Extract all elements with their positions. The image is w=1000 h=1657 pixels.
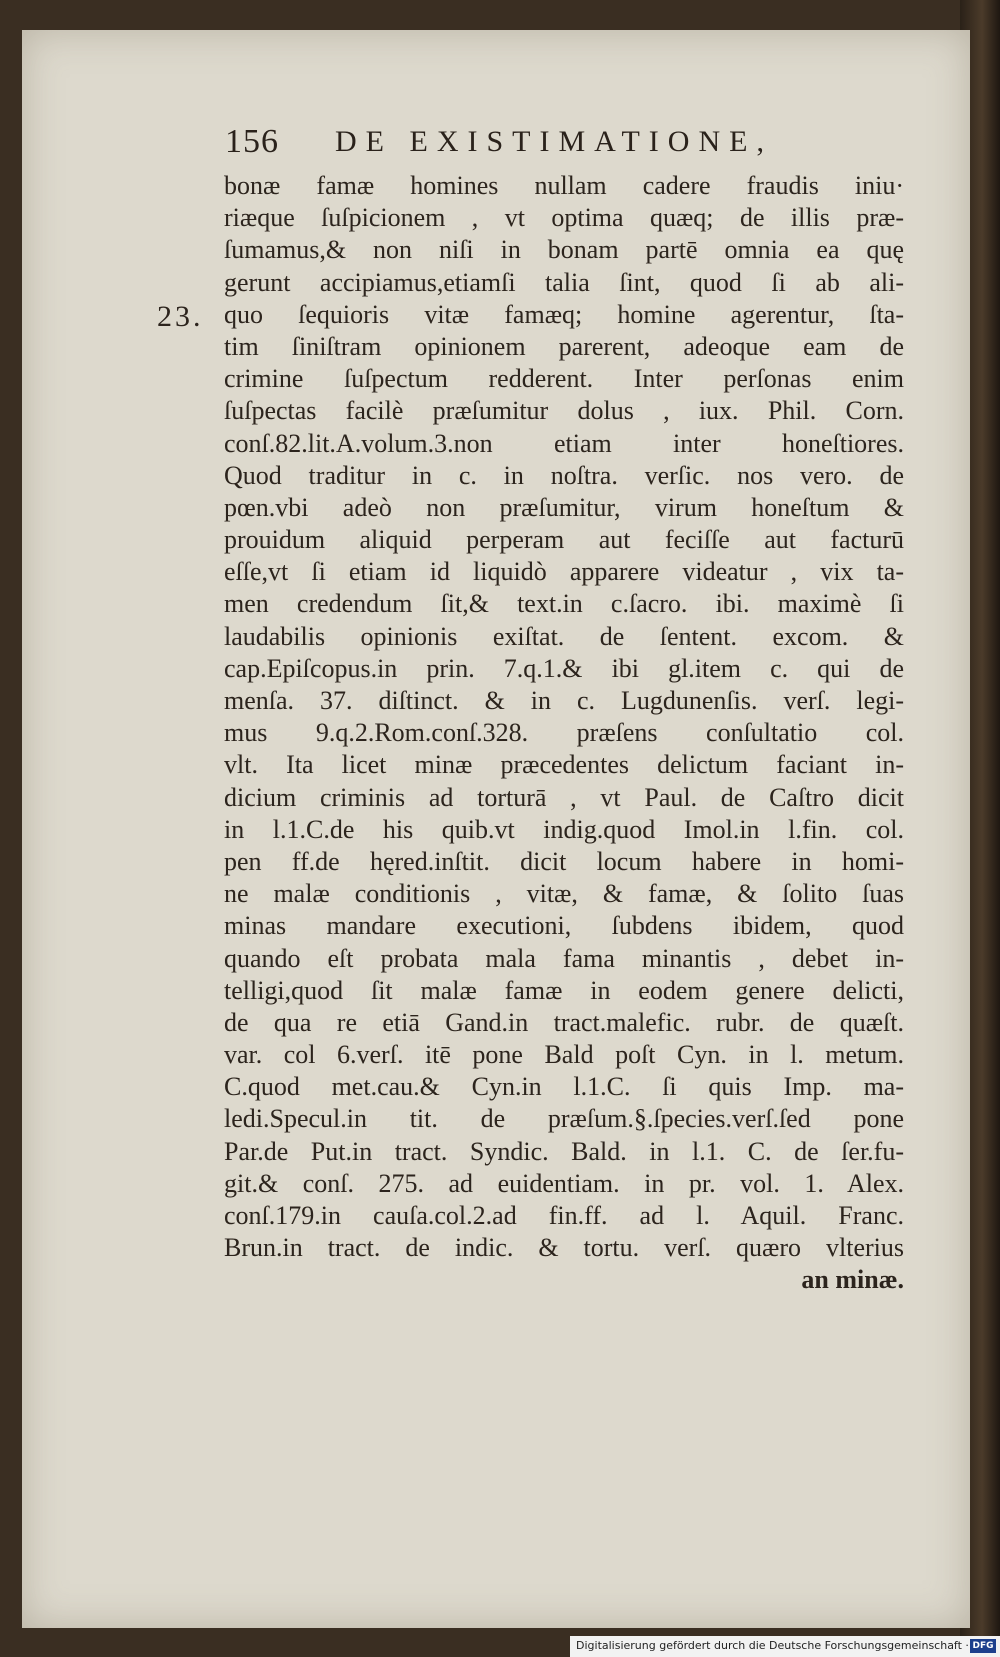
text-line: in l.1.C.de his quib.vt indig.quod Imol.in l.fin. col. — [224, 814, 904, 844]
text-line: vlt. Ita licet minæ præcedentes delictum faciant in- — [224, 750, 904, 780]
page-number: 156 — [225, 123, 279, 160]
body-text — [224, 170, 904, 1297]
text-line: ne malæ conditionis , vitæ, & famæ, & ſolito ſuas — [224, 879, 904, 909]
text-line: menſa. 37. diſtinct. & in c. Lugdunenſis. verſ. legi- — [224, 686, 904, 715]
text-line: Quod traditur in c. in noſtra. verſic. nos vero. de — [224, 460, 904, 490]
text-line: crimine ſuſpectum redderent. Inter perſonas enim — [224, 364, 904, 394]
footer-credit-text: Digitalisierung gefördert durch die Deutsche Forschungsgemeinschaft · — [576, 1639, 969, 1652]
text-line: minas mandare executioni, ſubdens ibidem, quod — [224, 911, 904, 941]
text-line: men credendum ſit,& text.in c.ſacro. ibi. maximè ſi — [224, 589, 904, 619]
text-line: Brun.in tract. de indic. & tortu. verſ. quæro vlterius — [224, 1233, 904, 1263]
text-line: laudabilis opinionis exiſtat. de ſentent. excom. & — [224, 621, 904, 651]
text-line: git.& conſ. 275. ad euidentiam. in pr. vol. 1. Alex. — [224, 1168, 904, 1198]
text-line: ledi.Specul.in tit. de præſum.§.ſpecies.verſ.ſed pone — [224, 1104, 904, 1134]
running-head — [225, 123, 795, 173]
text-line: eſſe,vt ſi etiam id liquidò apparere videatur , vix ta- — [224, 557, 904, 587]
text-line: var. col 6.verſ. itē pone Bald poſt Cyn. in l. metum. — [224, 1040, 904, 1070]
running-head-title: DE EXISTIMATIONE, — [335, 125, 773, 158]
text-line: quo ſequioris vitæ famæq; homine agerentur, ſta- — [224, 299, 904, 329]
page-text-block — [22, 30, 970, 1628]
catchword-line: an minæ. — [801, 1265, 904, 1295]
text-line: conſ.179.in cauſa.col.2.ad fin.ff. ad l. Aquil. Franc. — [224, 1201, 904, 1230]
text-line: conſ.82.lit.A.volum.3.non etiam inter honeſtiores. — [224, 428, 904, 458]
text-line: telligi,quod ſit malæ famæ in eodem genere delicti, — [224, 975, 904, 1005]
text-line: C.quod met.cau.& Cyn.in l.1.C. ſi quis Imp. ma- — [224, 1072, 904, 1102]
text-line: pœn.vbi adeò non præſumitur, virum honeſtum & — [224, 492, 904, 522]
book-page — [22, 30, 970, 1628]
text-line: gerunt accipiamus,etiamſi talia ſint, quod ſi ab ali- — [224, 267, 904, 297]
text-line: prouidum aliquid perperam aut feciſſe aut facturū — [224, 525, 904, 555]
text-line: pen ff.de hęred.inſtit. dicit locum habere in homi- — [224, 846, 904, 876]
text-line: riæque ſuſpicionem , vt optima quæq; de illis præ- — [224, 203, 904, 233]
margin-note-number: 23. — [157, 300, 204, 333]
text-line: tim ſiniſtram opinionem parerent, adeoque eam de — [224, 331, 904, 361]
text-line: ſuſpectas facilè præſumitur dolus , iux. Phil. Corn. — [224, 396, 904, 426]
text-line: quando eſt probata mala fama minantis , debet in- — [224, 943, 904, 973]
text-line: bonæ famæ homines nullam cadere fraudis iniu· — [224, 171, 904, 200]
text-line: dicium criminis ad torturā , vt Paul. de Caſtro dicit — [224, 782, 904, 812]
text-line: cap.Epiſcopus.in prin. 7.q.1.& ibi gl.item c. qui de — [224, 653, 904, 683]
text-line: ſumamus,& non niſi in bonam partē omnia ea quę — [224, 235, 904, 265]
dfg-logo-icon: DFG — [970, 1639, 996, 1653]
text-line: mus 9.q.2.Rom.conſ.328. præſens conſultatio col. — [224, 718, 904, 748]
digitization-footer — [570, 1636, 1000, 1657]
text-line: Par.de Put.in tract. Syndic. Bald. in l.1. C. de ſer.fu- — [224, 1136, 904, 1166]
text-line: de qua re etiā Gand.in tract.malefic. rubr. de quæſt. — [224, 1007, 904, 1037]
